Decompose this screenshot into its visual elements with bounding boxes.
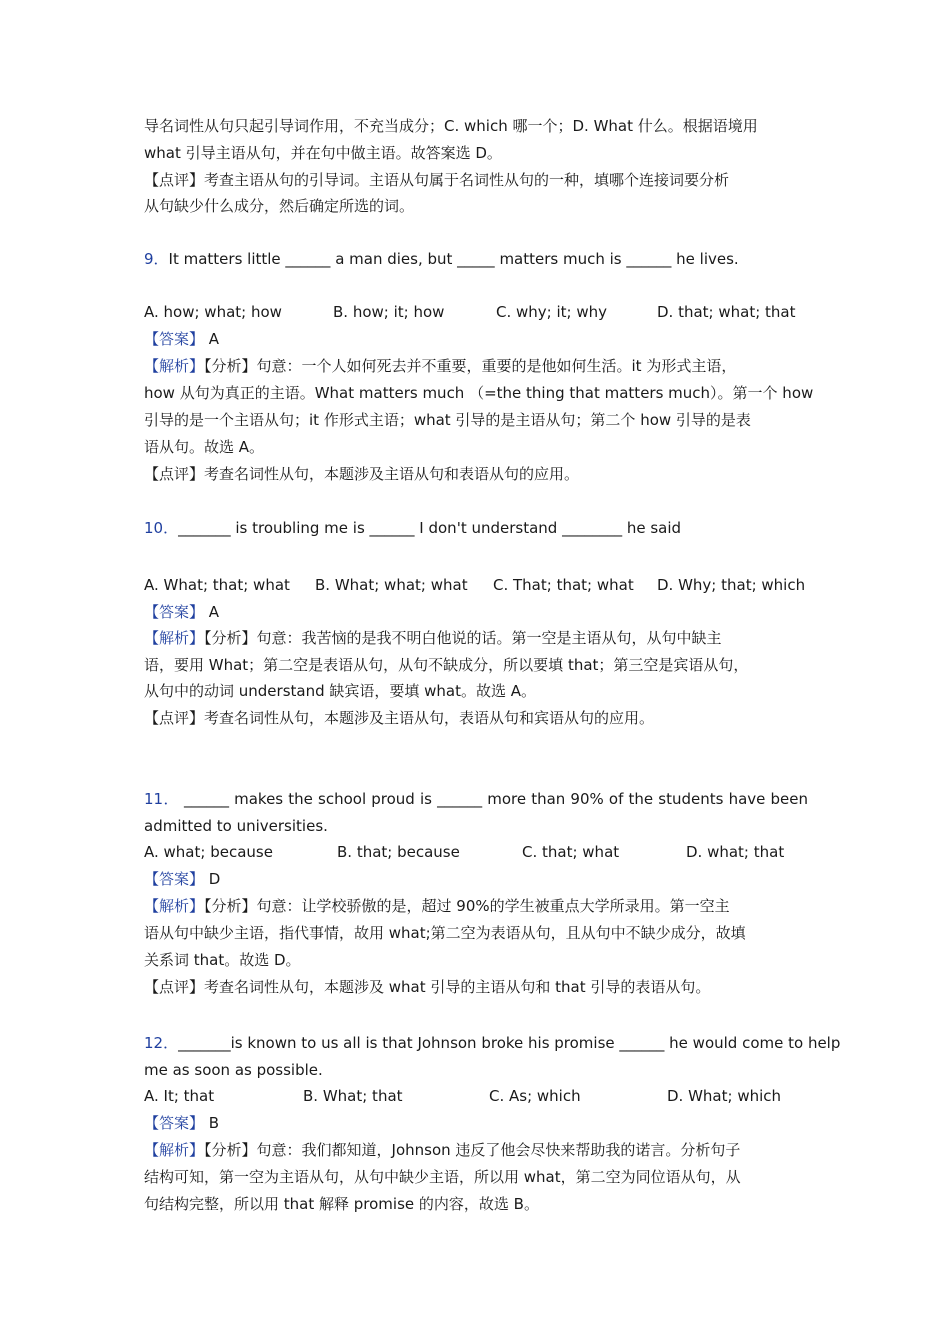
analysis-line-1 [144, 1140, 808, 1160]
analysis-line-3: 从句中的动词 understand 缺宾语，要填 what。故选 A。 [144, 682, 537, 700]
option-d: D. What; which [667, 1087, 782, 1105]
analysis-line-4: 语从句。故选 A。 [144, 438, 265, 456]
analysis-line-3: 句结构完整，所以用 that 解释 promise 的内容，故选 B。 [144, 1195, 539, 1213]
option-b: B. how; it; how [333, 303, 445, 321]
analysis-line-1 [144, 896, 808, 916]
analysis-text: 【分析】句意：我们都知道，Johnson 违反了他会尽快来帮助我的诺言。分析句子 [204, 1141, 741, 1159]
option-c: C. why; it; why [496, 303, 608, 321]
answer-line [144, 869, 808, 889]
answer-value: A [208, 330, 220, 348]
intro-comment-2: 从句缺少什么成分，然后确定所选的词。 [144, 197, 415, 215]
comment-text: 考查名词性从句，本题涉及主语从句和表语从句的应用。 [204, 465, 580, 483]
question-number: 9． [144, 250, 169, 268]
intro-line-1: 导名词性从句只起引导词作用，不充当成分；C. which 哪一个；D. What 什么。根据语境用 [144, 117, 758, 135]
analysis-line-3: 引导的是一个主语从句；it 作形式主语；what 引导的是主语从句；第二个 how 引导的是表 [144, 411, 751, 429]
answer-value: B [208, 1114, 220, 1132]
question-text: _______ is troubling me is ______ I don't understand ________ he said [178, 519, 682, 537]
answer-tag: 【答案】 [144, 330, 205, 348]
comment-tag: 【点评】 [144, 171, 205, 189]
question-number: 10． [144, 519, 179, 537]
answer-tag: 【答案】 [144, 603, 205, 621]
option-d: D. what; that [686, 843, 785, 861]
comment-tag: 【点评】 [144, 709, 205, 727]
comment-tag: 【点评】 [144, 465, 205, 483]
answer-line [144, 602, 808, 622]
intro-line-2: what 引导主语从句，并在句中做主语。故答案选 D。 [144, 144, 502, 162]
option-d: D. Why; that; which [657, 576, 806, 594]
analysis-tag: 【解析】 [144, 629, 205, 647]
option-b: B. What; what; what [315, 576, 468, 594]
comment-line [144, 977, 808, 997]
question-text: It matters little ______ a man dies, but _____ matters much is ______ he lives. [168, 250, 739, 268]
answer-value: A [208, 603, 220, 621]
option-a: A. how; what; how [144, 303, 282, 321]
comment-tag: 【点评】 [144, 978, 205, 996]
answer-line [144, 1113, 808, 1133]
option-b: B. that; because [337, 843, 460, 861]
comment-line [144, 464, 808, 484]
answer-tag: 【答案】 [144, 1114, 205, 1132]
analysis-text: 【分析】句意：一个人如何死去并不重要，重要的是他如何生活。it 为形式主语， [204, 357, 737, 375]
analysis-line-2: 结构可知，第一空为主语从句，从句中缺少主语，所以用 what，第二空为同位语从句，从 [144, 1168, 741, 1186]
question-11-stem-2: admitted to universities. [144, 817, 328, 835]
analysis-tag: 【解析】 [144, 897, 205, 915]
option-b: B. What; that [303, 1087, 403, 1105]
answer-tag: 【答案】 [144, 870, 205, 888]
comment-text: 考查主语从句的引导词。主语从句属于名词性从句的一种，填哪个连接词要分析 [204, 171, 730, 189]
question-text: _______is known to us all is that Johnson broke his promise ______ he would come to help [178, 1034, 841, 1052]
question-12-stem-2: me as soon as possible. [144, 1061, 323, 1079]
analysis-line-2: how 从句为真正的主语。What matters much （=the thing that matters much）。第一个 how [144, 384, 814, 402]
intro-comment [144, 170, 808, 190]
question-12-stem [144, 1033, 841, 1053]
analysis-line-3: 关系词 that。故选 D。 [144, 951, 301, 969]
analysis-tag: 【解析】 [144, 357, 205, 375]
analysis-line-1 [144, 356, 808, 376]
option-a: A. what; because [144, 843, 273, 861]
answer-line [144, 329, 808, 349]
analysis-line-2: 语从句中缺少主语，指代事情，故用 what;第二空为表语从句，且从句中不缺少成分，故填 [144, 924, 746, 942]
analysis-text: 【分析】句意：我苦恼的是我不明白他说的话。第一空是主语从句，从句中缺主 [204, 629, 722, 647]
question-11-stem [144, 789, 808, 809]
question-text: ______ makes the school proud is ______ more than 90% of the students have been [183, 790, 808, 808]
question-number: 11． [144, 790, 179, 808]
comment-line [144, 708, 808, 728]
analysis-line-2: 语，要用 What；第二空是表语从句，从句不缺成分，所以要填 that；第三空是宾语从句， [144, 656, 749, 674]
answer-value: D [208, 870, 221, 888]
option-a: A. What; that; what [144, 576, 290, 594]
analysis-line-1 [144, 628, 808, 648]
option-c: C. As; which [489, 1087, 581, 1105]
option-d: D. that; what; that [657, 303, 796, 321]
question-number: 12． [144, 1034, 179, 1052]
comment-text: 考查名词性从句，本题涉及 what 引导的主语从句和 that 引导的表语从句。 [204, 978, 711, 996]
question-10-stem [144, 518, 808, 538]
analysis-text: 【分析】句意：让学校骄傲的是，超过 90%的学生被重点大学所录用。第一空主 [204, 897, 730, 915]
option-c: C. That; that; what [493, 576, 634, 594]
question-9-stem [144, 249, 808, 269]
option-a: A. It; that [144, 1087, 215, 1105]
comment-text: 考查名词性从句，本题涉及主语从句，表语从句和宾语从句的应用。 [204, 709, 655, 727]
analysis-tag: 【解析】 [144, 1141, 205, 1159]
option-c: C. that; what [522, 843, 620, 861]
